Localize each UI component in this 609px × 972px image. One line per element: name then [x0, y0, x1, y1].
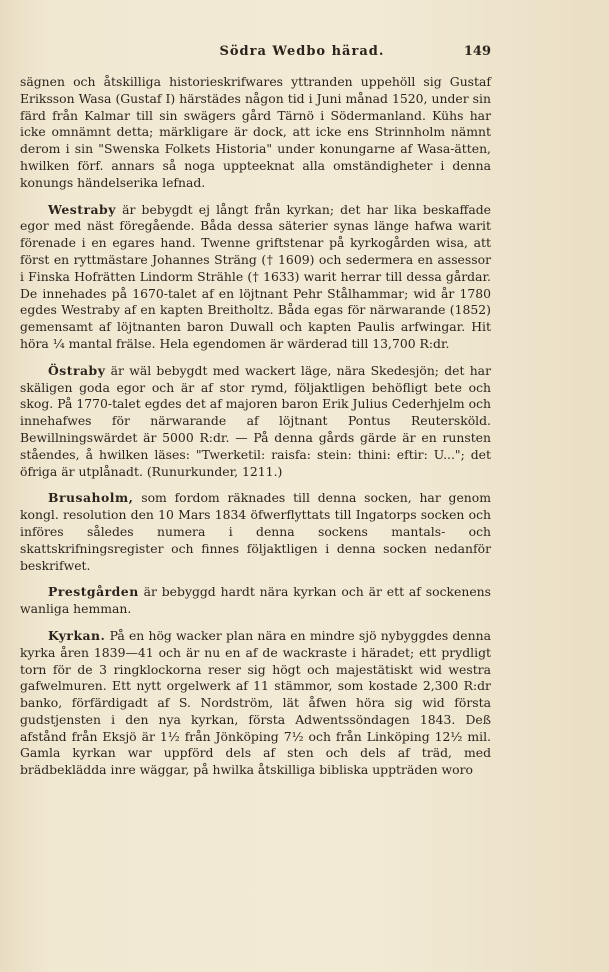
paragraph-lead-brusaholm: Brusaholm,	[48, 490, 134, 506]
paragraph-lead-prestgarden: Prestgården	[48, 584, 139, 600]
paragraph-ostraby	[20, 363, 491, 481]
running-title: Södra Wedbo härad.	[219, 44, 385, 59]
paragraph-brusaholm	[20, 490, 491, 574]
paragraph-text: är bebyggd hardt nära kyrkan och är ett af sockenens wanliga hemman.	[20, 584, 491, 617]
paragraph-lead-ostraby: Östraby	[48, 362, 106, 378]
paragraph-text: sägnen och åtskilliga historieskrifwares yttranden uppehöll sig Gustaf Eriksson Wasa (Gustaf I) härstädes någon tid i Juni månad 1520, under sin färd från Kalmar till sin swägers gård Tärnö i Södermanland. Kühs har icke omnämnt detta; märkligare är dock, att icke ens Strinnholm nämnt derom i sin "Swenska Folkets Historia" under konungarne af Wasa-ätten, hwilken förf. annars så noga uppteeknat alla omständigheter i denna konungs händelserika lefnad.	[20, 74, 491, 190]
paragraph-text: är bebygdt ej långt från kyrkan; det har lika beskaffade egor med näst föregående. Båda dessa säterier synas länge hafwa warit förenade i en egares hand. Twenne griftstenar på kyrkogården wisa, att först en ryttmästare Johannes Sträng († 1609) och sedermera en assessor i Finska Hofrätten Lindorm Strähle († 1633) warit herrar till dessa gårdar. De innehades på 1670-talet af en löjtnant Pehr Stålhammar; wid år 1780 egdes Westraby af en kapten Breitholtz. Båda egas för närwarande (1852) gemensamt af löjtnanten baron Duwall och kapten Paulis arfwingar. Hit höra ¼ mantal frälse. Hela egendomen är wärderad till 13,700 R:dr.	[20, 201, 491, 351]
paragraph-westraby	[20, 202, 491, 353]
page-header	[20, 44, 491, 66]
paragraph-gustaf-vasa	[20, 74, 491, 192]
paragraph-prestgarden	[20, 584, 491, 618]
paragraph-lead-kyrkan: Kyrkan.	[48, 627, 106, 643]
paragraph-text: På en hög wacker plan nära en mindre sjö nybyggdes denna kyrka åren 1839—41 och är nu en af de wackraste i häradet; ett prydligt torn för de 3 ringklockorna reser sig högt och majestätiskt wid westra gafwelmuren. Ett nytt orgelwerk af 11 stämmor, som kostade 2,300 R:dr banko, förfärdigadt af S. Nordström, lät åfwen höra sig wid första gudstjensten i den nya kyrkan, första Adwentssöndagen 1843. Deß afstånd från Eksjö är 1½ från Jönköping 7½ och från Linköping 12½ mil. Gamla kyrkan war uppförd dels af sten och dels af träd, med brädbeklädda inre wäggar, på hwilka åtskilliga bibliska uppträden woro	[20, 627, 491, 778]
paragraph-kyrkan	[20, 628, 491, 779]
paragraph-lead-westraby: Westraby	[48, 201, 116, 217]
paragraph-text: som fordom räknades till denna socken, har genom kongl. resolution den 10 Mars 1834 öfwerflyttats till Ingatorps socken och införes således numera i denna sockens mantals- och skattskrifningsregister och finnes följaktligen i denna socken nedanför beskrifwet.	[20, 490, 491, 573]
page-number: 149	[463, 44, 491, 59]
paragraph-text: är wäl bebygdt med wackert läge, nära Skedesjön; det har skäligen goda egor och är af stor rymd, följaktligen behöfligt bete och skog. På 1770-talet egdes det af majoren baron Erik Julius Cederhjelm och innehafwes för närwarande af löjtnant Pontus Reutersköld. Bewillningswärdet är 5000 R:dr. — På denna gårds gärde är en runsten ståendes, å hwilken läses: "Twerketil: raisfa: stein: thini: eftir: U..."; det öfriga är utplånadt. (Runurkunder, 1211.)	[20, 362, 491, 479]
